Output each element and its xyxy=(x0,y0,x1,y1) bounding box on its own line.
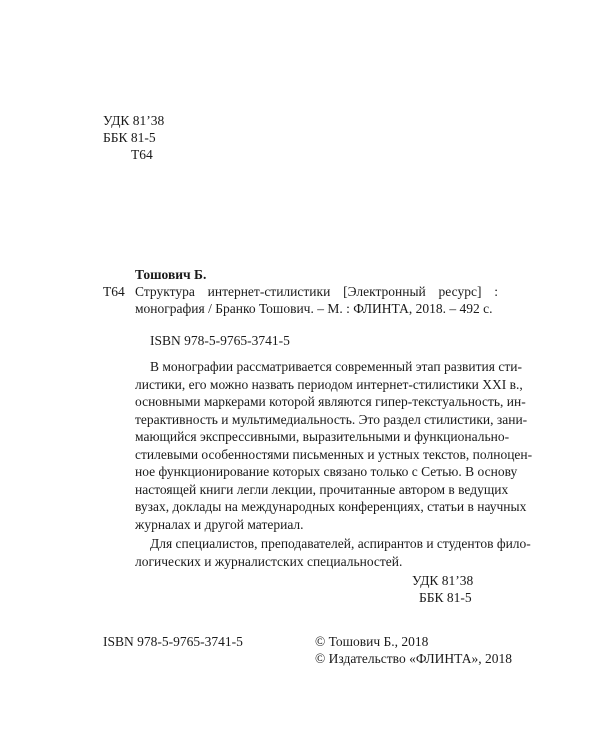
abstract-line: основными маркерами которой являются гипер-текстуальность, ин- xyxy=(135,394,526,409)
header-udk: УДК 81’38 xyxy=(103,113,165,128)
abstract-line: мающийся экспрессивными, выразительными и функционально- xyxy=(135,429,510,444)
classification-udk: УДК 81’38 xyxy=(412,573,474,588)
abstract-line: журналах и другой материал. xyxy=(135,516,304,532)
copyright-author: © Тошович Б., 2018 xyxy=(315,634,429,649)
abstract-line: В монографии рассматривается современный этап развития сти- xyxy=(150,359,522,374)
record-code: Т64 xyxy=(103,284,125,299)
abstract-paragraph xyxy=(135,358,533,533)
abstract-line: терактивность и мультимедиальность. Это раздел стилистики, зани- xyxy=(135,411,528,427)
header-bbk: ББК 81-5 xyxy=(103,130,156,145)
classification-bbk: ББК 81-5 xyxy=(419,590,472,605)
copyright-publisher: © Издательство «ФЛИНТА», 2018 xyxy=(315,651,512,666)
record-title-line: Структура интернет-стилистики [Электронный ресурс] : xyxy=(135,284,498,299)
record-title-line: монография / Бранко Тошович. – М. : ФЛИНТА, 2018. – 492 с. xyxy=(135,301,493,316)
record-isbn: ISBN 978-5-9765-3741-5 xyxy=(150,333,290,348)
audience-paragraph xyxy=(135,535,531,570)
header-code: Т64 xyxy=(131,147,153,162)
audience-line: Для специалистов, преподавателей, аспирантов и студентов фило- xyxy=(150,536,531,551)
author-name: Тошович Б. xyxy=(135,267,207,282)
abstract-line: листики, его можно назвать периодом интернет-стилистики XXI в., xyxy=(135,376,523,392)
abstract-line: ное функционирование которых связано только с Сетью. В основу xyxy=(135,464,518,479)
abstract-line: настоящей книги легли лекции, прочитанные автором в ведущих xyxy=(135,481,509,497)
abstract-line: стилевыми особенностями письменных и устных текстов, полноцен- xyxy=(135,446,533,462)
footer-isbn: ISBN 978-5-9765-3741-5 xyxy=(103,634,243,649)
abstract-line: вузах, доклады на международных конференциях, статьи в научных xyxy=(135,499,527,514)
audience-line: логических и журналистских специальностей. xyxy=(135,553,403,569)
